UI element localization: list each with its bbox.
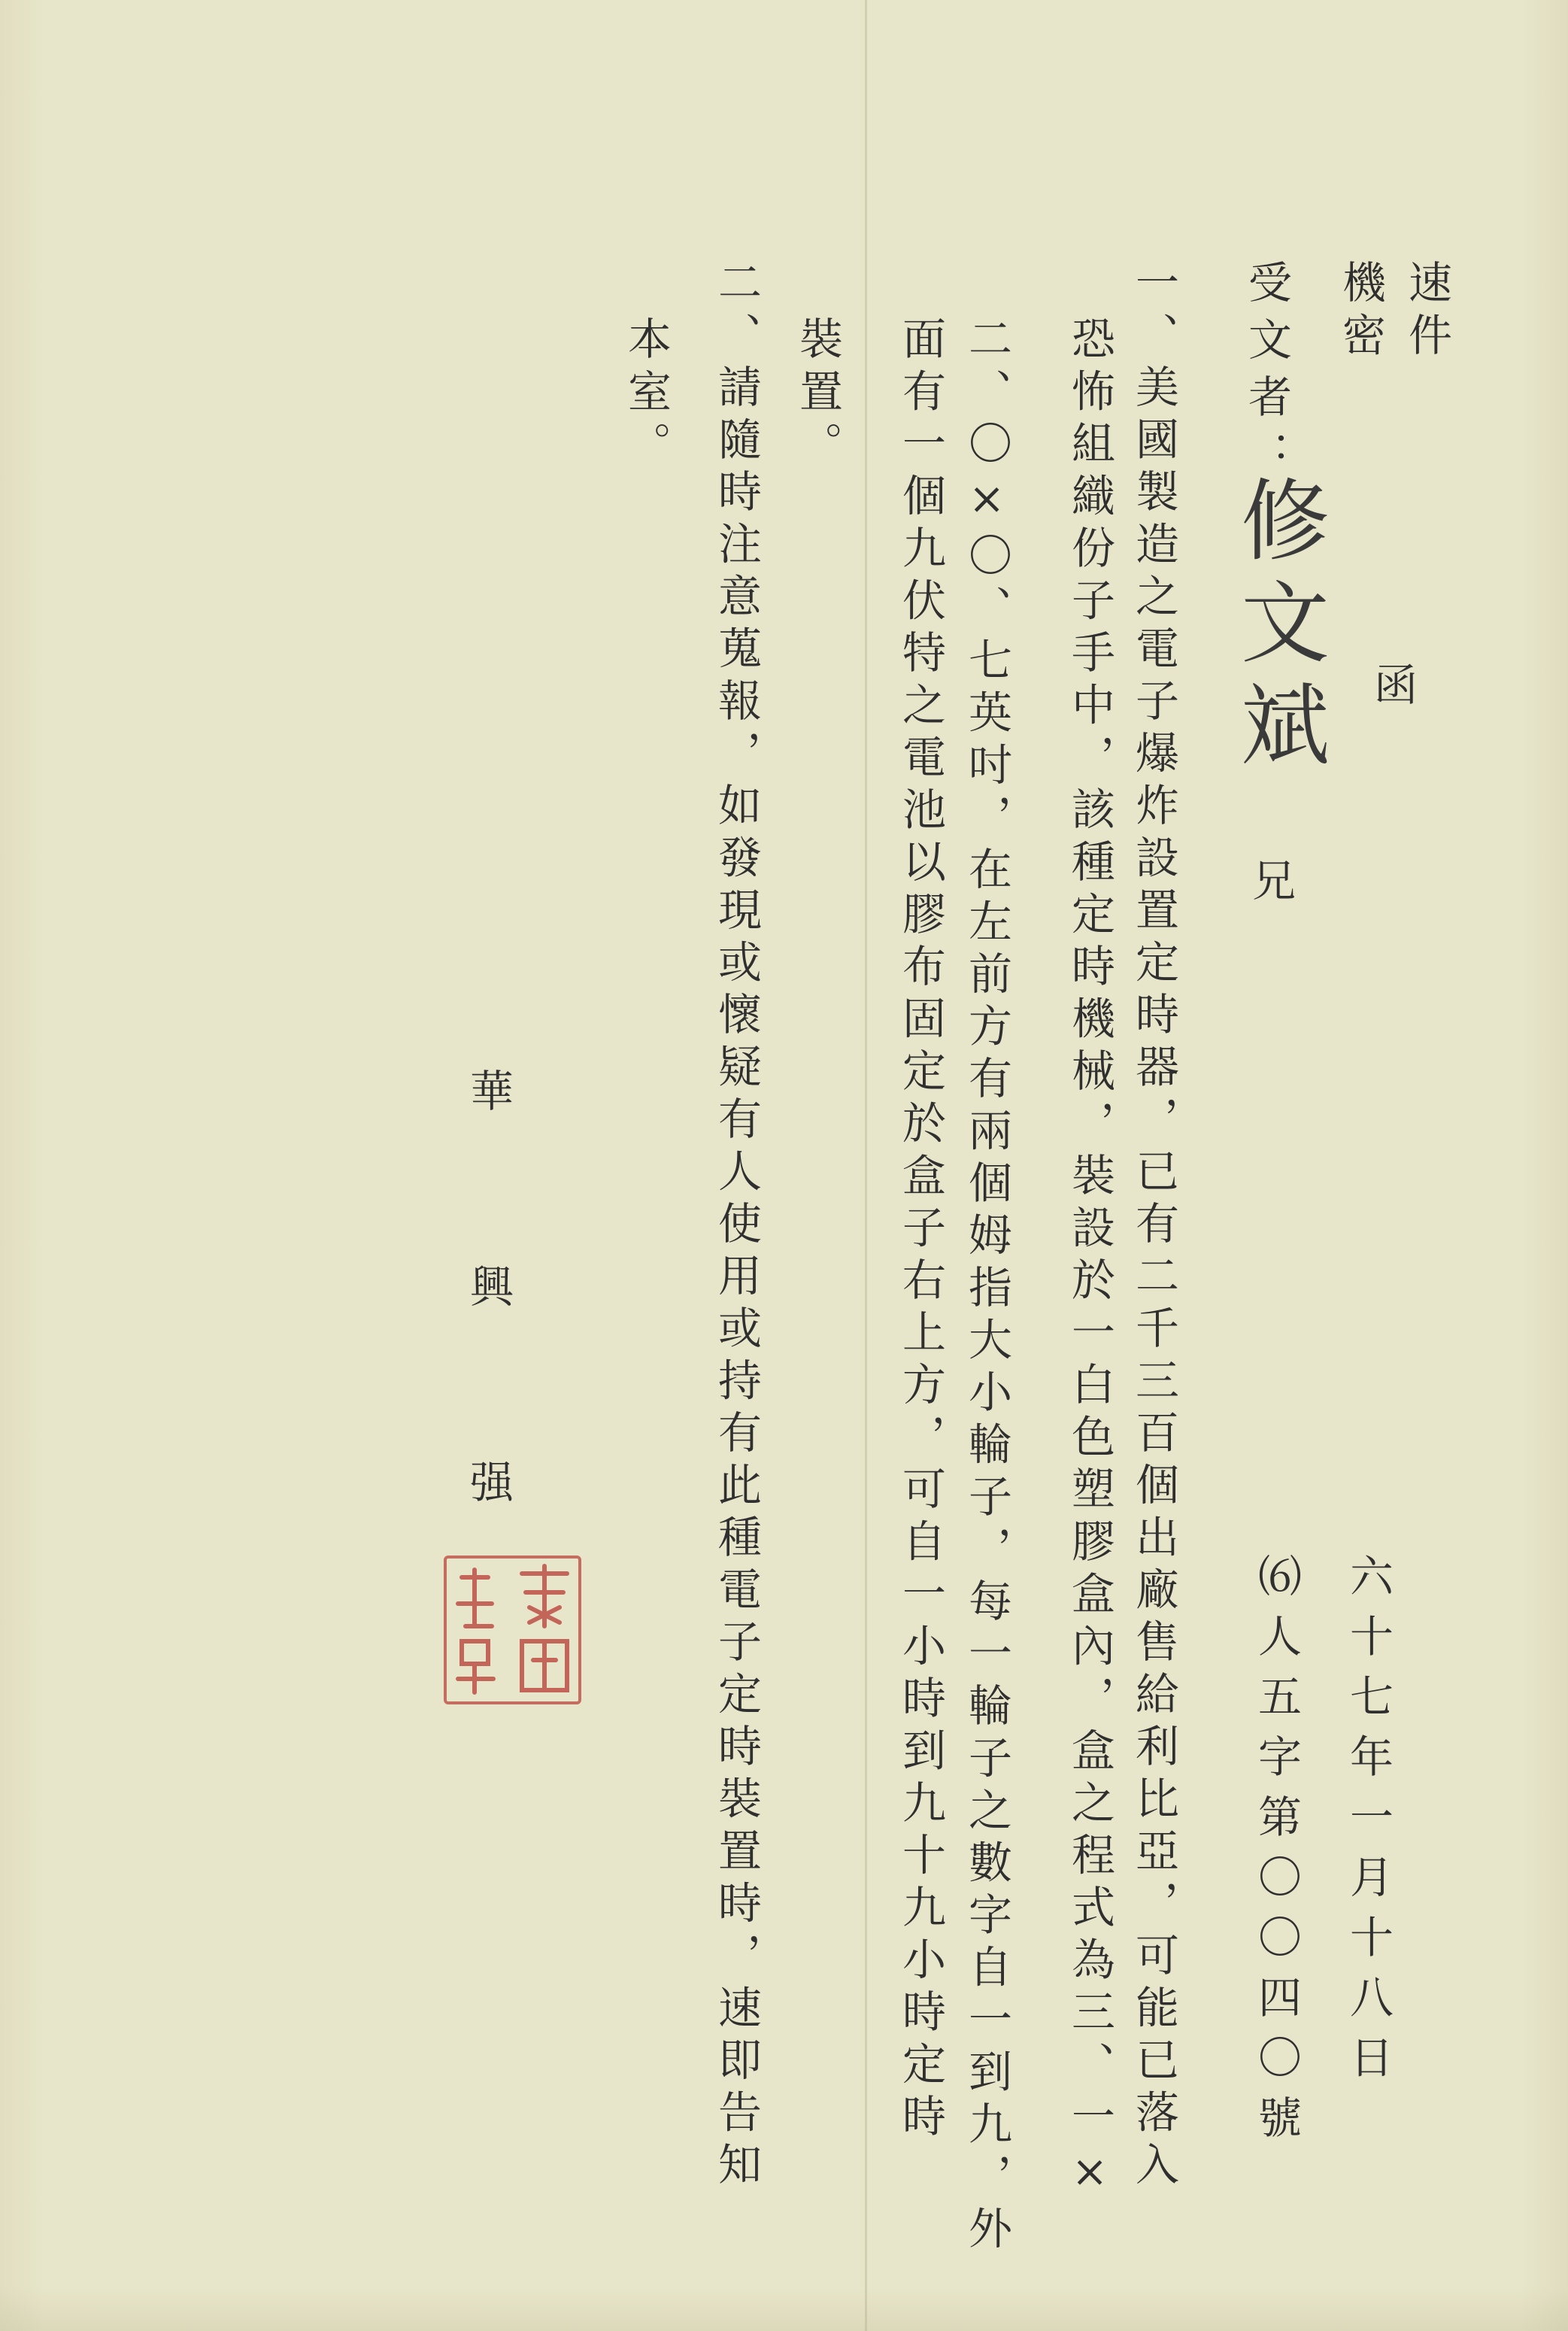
- body-line-5: 裝置。: [792, 316, 843, 474]
- signature-char-1: 華: [463, 1068, 514, 1121]
- doc-type-label: 函: [1366, 662, 1418, 715]
- recipient-name-handwritten: 修文斌: [1226, 474, 1330, 781]
- signature-char-3: 强: [463, 1459, 514, 1512]
- urgency-label: 速件: [1401, 260, 1452, 365]
- recipient-label: 受文者：: [1241, 260, 1292, 488]
- document-date: 六十七年一月十八日: [1342, 1553, 1394, 2095]
- red-seal-stamp: [444, 1556, 581, 1704]
- body-line-7: 本室。: [620, 316, 672, 474]
- body-line-6: 二、請隨時注意蒐報，如發現或懷疑有人使用或持有此種電子定時裝置時，速即告知: [711, 260, 762, 2194]
- recipient-suffix: 兄: [1245, 857, 1296, 910]
- document-serial-number: ⑹人五字第〇〇四〇號: [1251, 1553, 1302, 2155]
- body-line-1: 一、美國製造之電子爆炸設置定時器，已有二千三百個出廠售給利比亞，可能已落入: [1128, 260, 1179, 2194]
- paper-fold-line: [865, 0, 867, 2331]
- signature-char-2: 興: [463, 1264, 514, 1316]
- body-line-3: 二、〇×〇、七英吋，在左前方有兩個姆指大小輪子，每一輪子之數字自一到九，外: [961, 316, 1012, 2258]
- body-line-2: 恐怖組織份子手中，該種定時機械，裝設於一白色塑膠盒內，盒之程式為三、一×: [1064, 316, 1115, 2205]
- seal-glyphs-icon: [447, 1559, 578, 1701]
- body-line-4: 面有一個九伏特之電池以膠布固定於盒子右上方，可自一小時到九十九小時定時: [895, 316, 946, 2146]
- classification-label: 機密: [1335, 260, 1386, 365]
